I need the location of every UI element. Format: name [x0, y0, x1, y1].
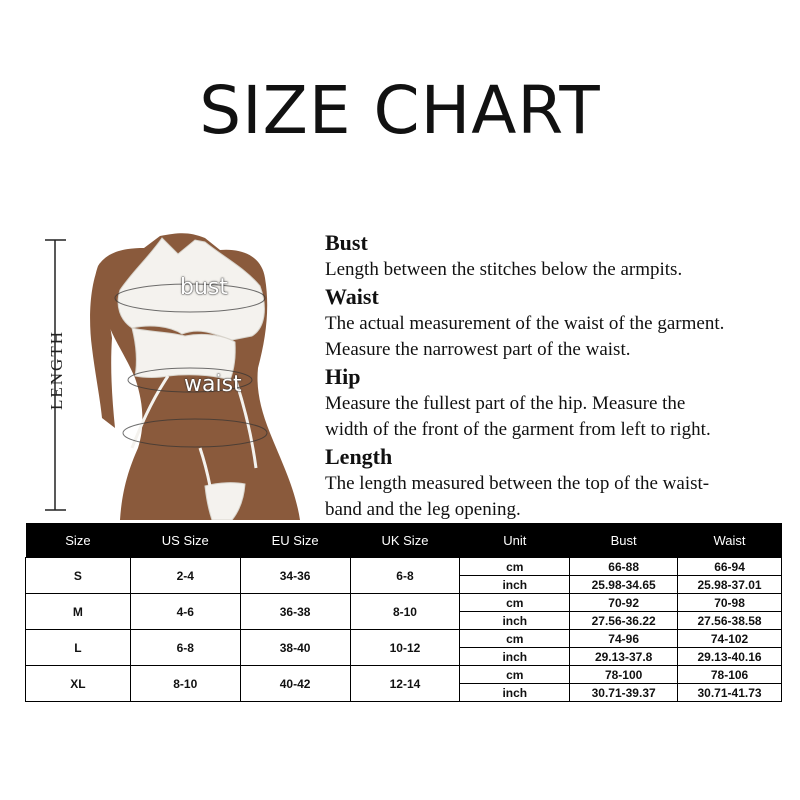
cell-uk-size: 8-10	[350, 594, 460, 630]
waist-label: waist	[184, 372, 242, 397]
cell-bust: 66-88	[570, 558, 678, 576]
cell-size: M	[26, 594, 131, 630]
col-header-unit: Unit	[460, 523, 570, 558]
desc-bust	[325, 229, 785, 283]
cell-size: S	[26, 558, 131, 594]
cell-bust: 27.56-36.22	[570, 612, 678, 630]
col-header-uk-size: UK Size	[350, 523, 460, 558]
desc-line: Measure the narrowest part of the waist.	[325, 339, 631, 360]
size-table	[25, 523, 782, 702]
cell-bust: 78-100	[570, 666, 678, 684]
cell-bust: 25.98-34.65	[570, 576, 678, 594]
cell-us-size: 4-6	[130, 594, 240, 630]
cell-us-size: 6-8	[130, 630, 240, 666]
cell-eu-size: 40-42	[240, 666, 350, 702]
desc-line: Length between the stitches below the armpits.	[325, 259, 683, 280]
col-header-size: Size	[26, 523, 131, 558]
cell-waist: 74-102	[678, 630, 782, 648]
cell-waist: 27.56-38.58	[678, 612, 782, 630]
col-header-eu-size: EU Size	[240, 523, 350, 558]
desc-hip	[325, 363, 785, 443]
col-header-bust: Bust	[570, 523, 678, 558]
desc-heading: Length	[325, 444, 393, 469]
cell-unit: cm	[460, 666, 570, 684]
cell-bust: 30.71-39.37	[570, 684, 678, 702]
table-row	[26, 594, 782, 612]
desc-heading: Hip	[325, 364, 361, 389]
desc-length	[325, 443, 785, 523]
table-row	[26, 558, 782, 576]
cell-unit: inch	[460, 576, 570, 594]
table-header-row	[26, 523, 782, 558]
cell-waist: 30.71-41.73	[678, 684, 782, 702]
cell-uk-size: 10-12	[350, 630, 460, 666]
cell-unit: inch	[460, 648, 570, 666]
desc-line: band and the leg opening.	[325, 499, 521, 520]
desc-waist	[325, 283, 785, 363]
cell-uk-size: 12-14	[350, 666, 460, 702]
length-label-container	[22, 300, 92, 440]
table-row	[26, 630, 782, 648]
cell-us-size: 8-10	[130, 666, 240, 702]
cell-waist: 25.98-37.01	[678, 576, 782, 594]
cell-eu-size: 38-40	[240, 630, 350, 666]
desc-heading: Waist	[325, 284, 379, 309]
cell-size: XL	[26, 666, 131, 702]
cell-eu-size: 34-36	[240, 558, 350, 594]
cell-waist: 70-98	[678, 594, 782, 612]
cell-bust: 29.13-37.8	[570, 648, 678, 666]
cell-unit: inch	[460, 684, 570, 702]
cell-unit: cm	[460, 594, 570, 612]
cell-uk-size: 6-8	[350, 558, 460, 594]
bust-label: bust	[180, 275, 228, 300]
measurement-descriptions	[325, 229, 785, 523]
cell-us-size: 2-4	[130, 558, 240, 594]
cell-waist: 66-94	[678, 558, 782, 576]
desc-line: width of the front of the garment from left to right.	[325, 419, 711, 440]
cell-waist: 78-106	[678, 666, 782, 684]
desc-line: Measure the fullest part of the hip. Measure the	[325, 393, 686, 414]
cell-eu-size: 36-38	[240, 594, 350, 630]
col-header-us-size: US Size	[130, 523, 240, 558]
desc-heading: Bust	[325, 230, 368, 255]
desc-line: The actual measurement of the waist of the garment.	[325, 313, 725, 334]
cell-unit: inch	[460, 612, 570, 630]
cell-bust: 74-96	[570, 630, 678, 648]
cell-unit: cm	[460, 630, 570, 648]
cell-bust: 70-92	[570, 594, 678, 612]
page-title: SIZE CHART	[199, 72, 601, 149]
table-row	[26, 666, 782, 684]
cell-unit: cm	[460, 558, 570, 576]
cell-size: L	[26, 630, 131, 666]
col-header-waist: Waist	[678, 523, 782, 558]
cell-waist: 29.13-40.16	[678, 648, 782, 666]
desc-line: The length measured between the top of the waist-	[325, 473, 710, 494]
length-label: LENGTH	[47, 330, 66, 410]
